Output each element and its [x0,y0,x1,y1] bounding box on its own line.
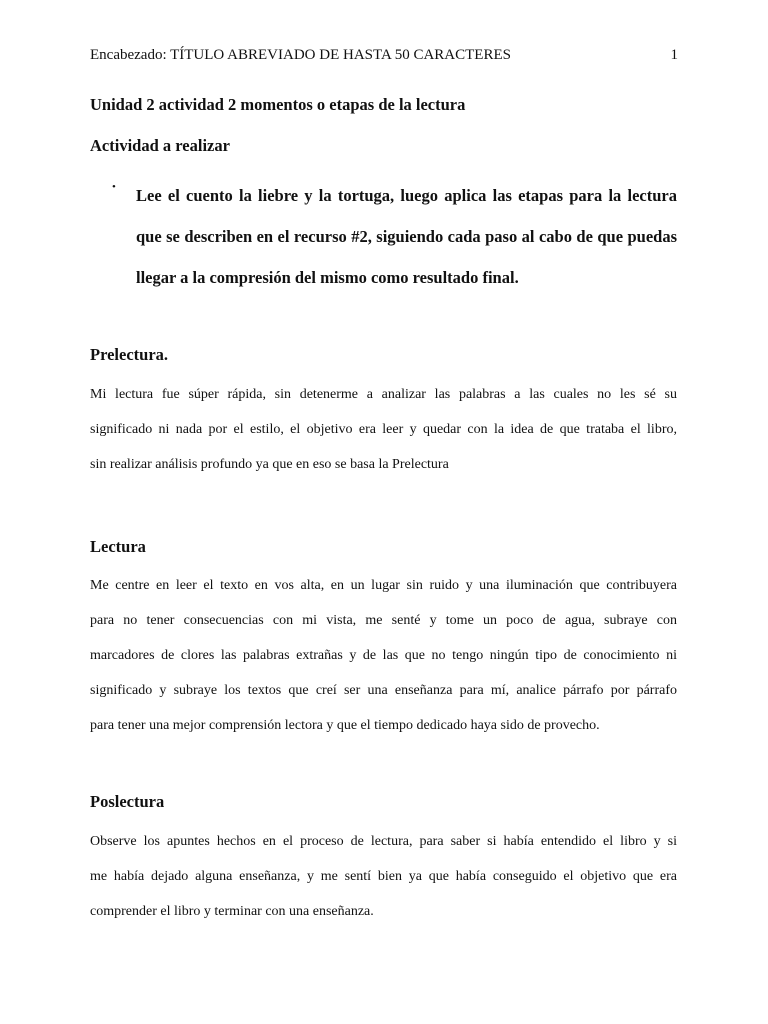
paragraph-line: significado ni nada por el estilo, el objetivo era leer y quedar con la idea de que trataba el libro, [90,422,677,437]
activity-heading: Actividad a realizar [90,136,230,155]
paragraph-line: comprender el libro y terminar con una enseñanza. [90,904,374,919]
paragraph-line: me había dejado alguna enseñanza, y me sentí bien ya que había conseguido el objetivo que era [90,869,677,884]
paragraph-line: significado y subraye los textos que creí ser una enseñanza para mí, analice párrafo por párrafo [90,683,677,698]
section-paragraph-poslectura [90,824,677,929]
section-heading-prelectura: Prelectura. [90,345,169,364]
paragraph-line: para no tener consecuencias con mi vista, me senté y tome un poco de agua, subraye con [90,613,677,628]
paragraph-line: Me centre en leer el texto en vos alta, en un lugar sin ruido y una iluminación que contribuyera [90,578,677,593]
paragraph-line: sin realizar análisis profundo ya que en eso se basa la Prelectura [90,457,449,472]
page-number: 1 [670,47,678,63]
running-head: Encabezado: TÍTULO ABREVIADO DE HASTA 50 CARACTERES [90,47,511,63]
section-paragraph-lectura [90,568,677,743]
paragraph-line: Mi lectura fue súper rápida, sin detenerme a analizar las palabras a las cuales no les sé su [90,387,677,402]
section-paragraph-prelectura [90,377,677,482]
bullet-icon: • [112,181,116,193]
activity-instructions: Lee el cuento la liebre y la tortuga, luego aplica las etapas para la lectura que se describen en el recurso #2, siguiendo cada paso al cabo de que puedas llegar a la compresión del mismo como resultado final. [136,186,677,287]
paragraph-line: marcadores de clores las palabras extrañas y de las que no tengo ningún tipo de conocimiento ni [90,648,677,663]
paragraph-line: para tener una mejor comprensión lectora y que el tiempo dedicado haya sido de provecho. [90,718,600,733]
page-header [90,47,678,67]
paragraph-line: Observe los apuntes hechos en el proceso de lectura, para saber si había entendido el libro y si [90,834,677,849]
section-heading-poslectura: Poslectura [90,792,165,811]
section-heading-lectura: Lectura [90,537,146,556]
document-title: Unidad 2 actividad 2 momentos o etapas de la lectura [90,95,466,114]
